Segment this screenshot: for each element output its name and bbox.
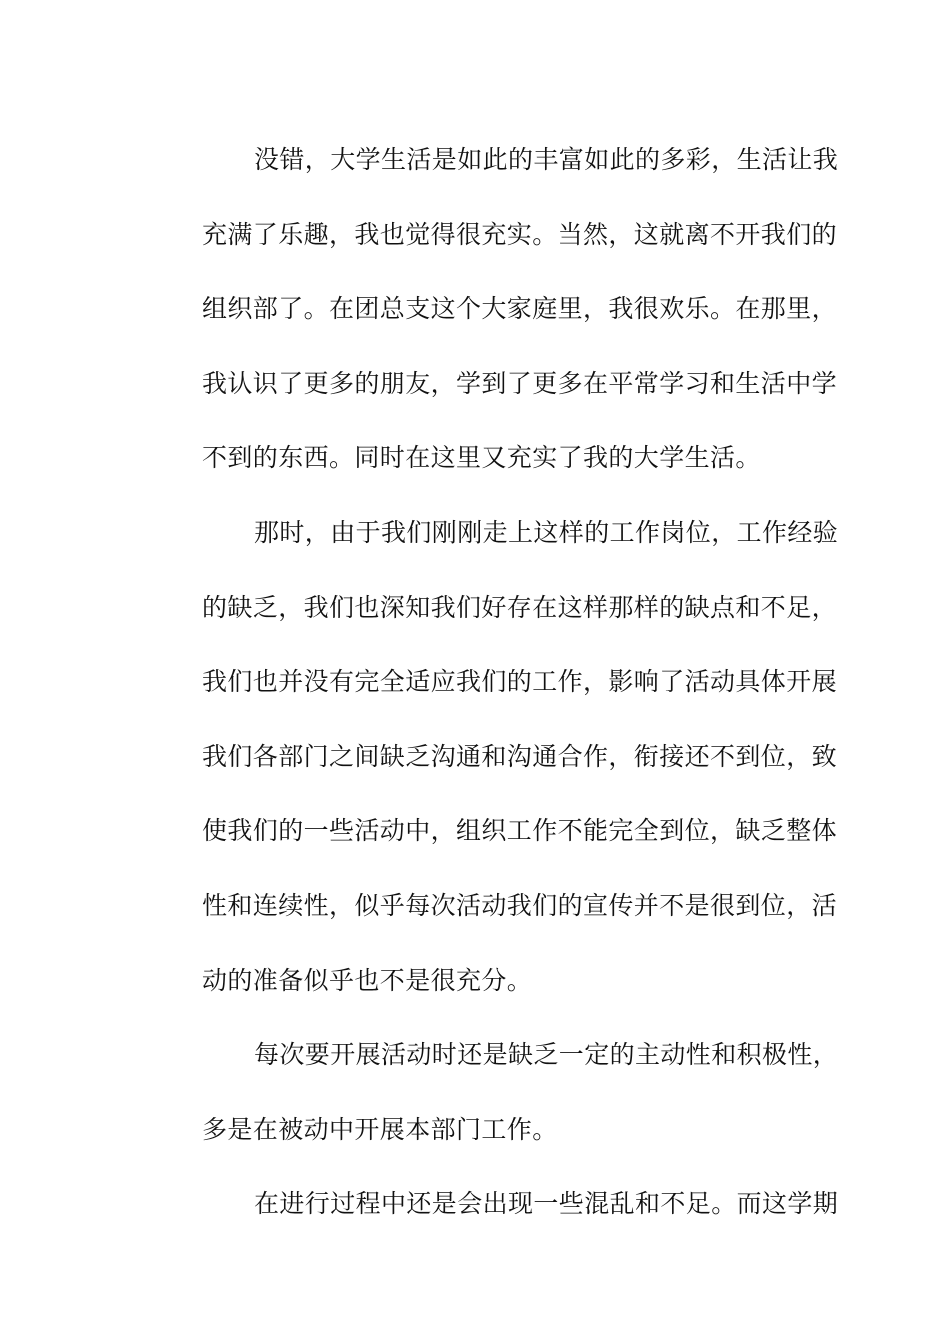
body-text (150, 123, 839, 1242)
paragraph-line: 多是在被动中开展本部门工作。 (202, 1114, 558, 1144)
paragraph-line: 我认识了更多的朋友，学到了更多在平常学习和生活中学 (202, 368, 838, 398)
paragraph-line: 那时，由于我们刚刚走上这样的工作岗位，工作经验 (254, 517, 839, 547)
paragraph-line: 的缺乏，我们也深知我们好存在这样那样的缺点和不足， (202, 592, 838, 622)
paragraph-line: 组织部了。在团总支这个大家庭里，我很欢乐。在那里， (202, 294, 838, 324)
paragraph-line: 在进行过程中还是会出现一些混乱和不足。而这学期 (254, 1189, 839, 1219)
paragraph-line: 性和连续性，似乎每次活动我们的宣传并不是很到位，活 (202, 890, 838, 920)
paragraph-line: 使我们的一些活动中，组织工作不能完全到位，缺乏整体 (202, 816, 838, 846)
paragraph-line: 充满了乐趣，我也觉得很充实。当然，这就离不开我们的 (202, 219, 838, 249)
paragraph-3 (150, 1018, 839, 1167)
paragraph-2 (150, 496, 839, 1018)
paragraph-line: 每次要开展活动时还是缺乏一定的主动性和积极性， (254, 1040, 839, 1070)
paragraph-line: 动的准备似乎也不是很充分。 (202, 965, 533, 995)
paragraph-line: 我们各部门之间缺乏沟通和沟通合作，衔接还不到位，致 (202, 741, 838, 771)
paragraph-4 (150, 1167, 839, 1242)
paragraph-line: 不到的东西。同时在这里又充实了我的大学生活。 (202, 443, 761, 473)
paragraph-line: 没错，大学生活是如此的丰富如此的多彩，生活让我 (254, 145, 839, 174)
paragraph-1 (150, 123, 839, 496)
paragraph-line: 我们也并没有完全适应我们的工作，影响了活动具体开展 (202, 667, 838, 697)
